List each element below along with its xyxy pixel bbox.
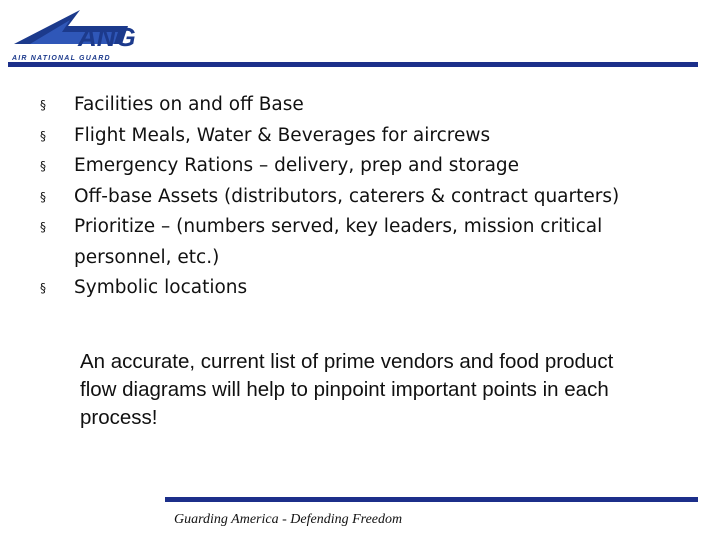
bottom-divider (165, 497, 698, 502)
list-item (40, 121, 690, 152)
list-item (40, 182, 690, 213)
list-item (40, 90, 690, 121)
list-item (40, 212, 690, 243)
bullet-marker: § (40, 128, 46, 143)
list-item-continuation (40, 243, 690, 274)
bullet-marker: § (40, 98, 46, 112)
ang-logo (10, 6, 140, 64)
bullet-marker: § (40, 189, 46, 204)
list-item (40, 273, 690, 304)
top-divider (8, 62, 698, 67)
list-item-text: personnel, etc.) (74, 246, 220, 268)
list-item-text: Emergency Rations – delivery, prep and storage (74, 155, 520, 176)
list-item-text: Off-base Assets (distributors, caterers & contract quarters) (74, 185, 620, 207)
list-item-text: Prioritize – (numbers served, key leaders, mission critical (74, 216, 603, 237)
bullet-marker: § (40, 281, 46, 295)
ang-logo-graphic (10, 6, 140, 64)
bullet-list (40, 90, 690, 304)
list-item-text: Facilities on and off Base (74, 94, 304, 115)
bullet-marker: § (40, 159, 46, 173)
logo-wordmark: ANG (78, 22, 136, 52)
list-item-text: Symbolic locations (74, 277, 248, 298)
footer-tagline: Guarding America - Defending Freedom (174, 512, 403, 527)
logo-subtitle: AIR NATIONAL GUARD (12, 55, 111, 62)
bullet-marker: § (40, 220, 46, 234)
callout-note: An accurate, current list of prime vendors and food product flow diagrams will help to pinpoint important points in each process! (80, 350, 614, 429)
list-item (40, 151, 690, 182)
list-item-text: Flight Meals, Water & Beverages for aircrews (74, 124, 491, 146)
